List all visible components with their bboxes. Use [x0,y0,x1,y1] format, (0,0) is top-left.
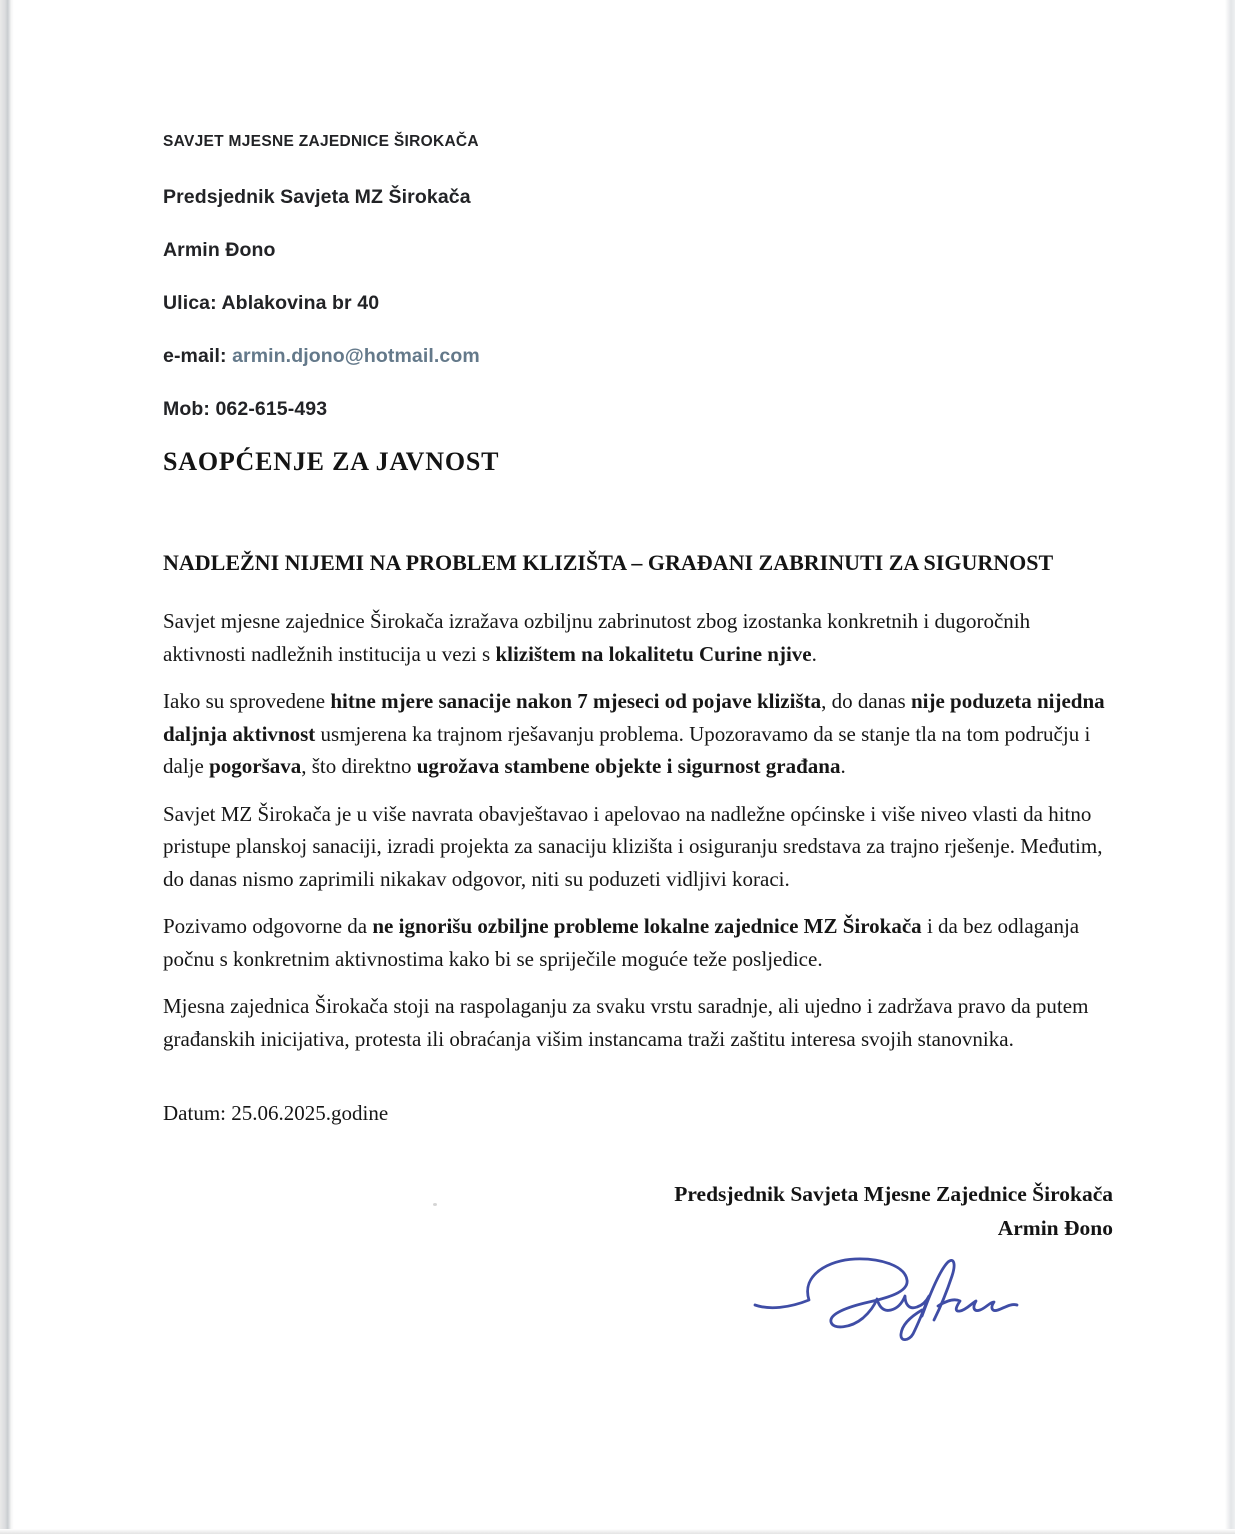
paragraphs [163,605,1113,1055]
paragraph: Mjesna zajednica Širokača stoji na raspolaganju za svaku vrstu saradnje, ali ujedno i zadržava pravo da putem građanskih inicijativa, protesta ili obraćanja višim instancama traži zaštitu interesa svojih stanovnika. [163,994,1089,1051]
page-scan-edge-left [0,0,14,1534]
paragraph: Savjet mjesne zajednice Širokača izražava ozbiljnu zabrinutost zbog izostanka konkretnih i dugoročnih aktivnosti nadležnih institucija u vezi s klizištem na lokalitetu Curine njive. [163,609,1031,666]
email-address: armin.djono@hotmail.com [232,345,480,367]
date-line: Datum: 25.06.2025.godine [163,1101,389,1125]
document-title: SAOPĆENJE ZA JAVNOST [163,447,500,476]
signoff-name: Armin Đono [997,1216,1113,1240]
header-role: Predsjednik Savjeta MZ Širokača [163,186,471,208]
document-headline: NADLEŽNI NIJEMI NA PROBLEM KLIZIŠTA – GRAĐANI ZABRINUTI ZA SIGURNOST [163,550,1054,575]
header-email-row [163,344,1113,368]
document-content [163,132,1113,1353]
paragraph: Savjet MZ Širokača je u više navrata obavještavao i apelovao na nadležne općinske i više niveo vlasti da hitno pristupe planskoj sanaciji, izradi projekta za sanaciju klizišta i osiguranju sredstava za trajno rješenje. Međutim, do danas nismo zaprimili nikakav odgovor, niti su poduzeti vidljivi koraci. [163,801,1103,891]
header-organization: SAVJET MJESNE ZAJEDNICE ŠIROKAČA [163,133,479,150]
signoff-role: Predsjednik Savjeta Mjesne Zajednice Širokača [674,1182,1113,1206]
paragraph: Pozivamo odgovorne da ne ignorišu ozbiljne probleme lokalne zajednice MZ Širokača i da bez odlaganja počnu s konkretnim aktivnostima kako bi se spriječile moguće teže posljedice. [163,914,1080,971]
page-scan-edge-bottom [0,1529,1235,1534]
email-label: e-mail: [163,345,233,367]
signature-area [163,1253,1113,1353]
header-name: Armin Đono [163,239,276,261]
handwritten-signature-icon [751,1253,1041,1353]
header-mobile: Mob: 062-615-493 [163,398,328,420]
signoff-block [163,1177,1113,1245]
paragraph: Iako su sprovedene hitne mjere sanacije nakon 7 mjeseci od pojave klizišta, do danas nije poduzeta nijedna daljnja aktivnost usmjerena ka trajnom rješavanju problema. Upozoravamo da se stanje tla na tom području i dalje pogoršava, što direktno ugrožava stambene objekte i sigurnost građana. [163,689,1105,778]
page-scan-edge-right [1225,0,1235,1534]
header-address: Ulica: Ablakovina br 40 [163,292,380,314]
